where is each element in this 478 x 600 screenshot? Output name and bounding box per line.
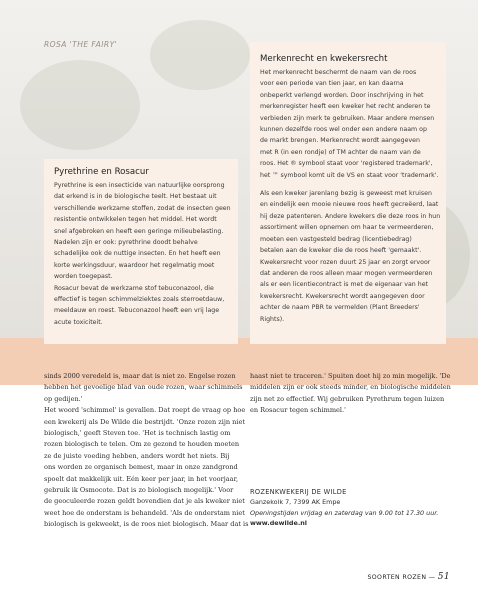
text-line: dat erkend is in de biologische teelt. Het bestaat uit bbox=[54, 193, 217, 201]
text-line: Nadelen zijn er ook: pyrethrine doodt behalve bbox=[54, 239, 198, 247]
text-line: kunnen dezelfde roos wel onder een andere naam op bbox=[260, 126, 427, 134]
text-line: meeldauw en roest. Tebuconazool heeft een vrij lage bbox=[54, 307, 220, 315]
text-line: gebruik ik Osmocote. Dat is zo biologisch mogelijk.' Voor bbox=[44, 486, 234, 495]
company-name: ROZENKWEKERIJ DE WILDE bbox=[250, 488, 347, 496]
text-line: Pyrethrine is een insecticide van natuurlijke oorsprong bbox=[54, 182, 225, 189]
text-line: spoelt dat makkelijk uit. Eén keer per jaar, in het voorjaar, bbox=[44, 474, 239, 483]
text-line: korte werkingsduur, waardoor het regelmatig moet bbox=[54, 261, 215, 269]
page-footer bbox=[367, 572, 450, 582]
text-line: sinds 2000 veredeld is, maar dat is niet zo. Engelse rozen bbox=[44, 372, 236, 380]
text-line: assortiment willen opnemen om haar te vermeerderen, bbox=[260, 224, 434, 232]
text-line: ons worden ze organisch bemest, maar in onze zandgrond bbox=[44, 463, 238, 472]
text-line: hebben het gevoelige blad van oude rozen, waar schimmels bbox=[44, 383, 243, 392]
website-link[interactable]: www.dewilde.nl bbox=[250, 519, 308, 528]
text-line: de geoculeerde rozen geldt bovendien dat je als kweker niet bbox=[44, 497, 245, 506]
text-line: haast niet te traceren.' Spuiten doet hij zo min mogelijk. 'De bbox=[250, 372, 451, 380]
box-paragraph bbox=[260, 67, 439, 181]
article-column-left bbox=[44, 371, 249, 531]
text-line: Het woord 'schimmel' is gevallen. Dat roept de vraag op hoe bbox=[44, 406, 246, 415]
text-line: verschillende werkzame stoffen, zodat de insecten geen bbox=[54, 204, 231, 212]
photo-caption: ROSA 'THE FAIRY' bbox=[44, 40, 118, 49]
article-column-right bbox=[250, 371, 450, 417]
sidebar-box-pyrethrine bbox=[44, 159, 238, 344]
contact-block bbox=[250, 487, 450, 529]
box-text bbox=[54, 180, 231, 328]
text-line: en Rosacur tegen schimmel.' bbox=[250, 406, 346, 415]
text-line: onbeperkt verlengd worden. Door inschrijving in het bbox=[260, 91, 424, 99]
section-name: SOORTEN ROZEN — bbox=[367, 574, 436, 581]
text-line: merkenregister heeft een kweker het recht anderen te bbox=[260, 103, 431, 111]
box-title: Merkenrecht en kwekersrecht bbox=[260, 54, 388, 64]
text-line: biologisch,' geeft Steven toe. 'Het is technisch lastig om bbox=[44, 429, 231, 438]
text-line: roos. Het ® symbool staat voor 'registered trademark', bbox=[260, 160, 433, 168]
text-line: kwekersrecht. Kwekersrecht wordt aangegeven door bbox=[260, 292, 425, 300]
text-line: Rosacur bevat de werkzame stof tebuconazool, die bbox=[54, 284, 214, 292]
text-line: ze de juiste voeding hebben, anders wordt het niets. Bij bbox=[44, 451, 230, 460]
text-line: als er een licentiecontract is met de eigenaar van het bbox=[260, 281, 428, 289]
text-line: een kwekerij als De Wilde die bestrijdt. 'Onze rozen zijn niet bbox=[44, 417, 245, 426]
text-line: dat anderen de roos alleen maar mogen vermeerderen bbox=[260, 269, 433, 277]
text-line: Rights). bbox=[260, 315, 285, 323]
text-line: op gedijen.' bbox=[44, 394, 83, 403]
text-line: middelen zijn er ook steeds minder, en biologische middelen bbox=[250, 383, 451, 392]
text-line: Als een kweker jarenlang bezig is geweest met kruisen bbox=[260, 190, 432, 198]
text-line: voor een periode van tien jaar, en kan daarna bbox=[260, 80, 404, 88]
text-line: met R (in een rondje) of TM achter de naam van de bbox=[260, 148, 421, 156]
address: Ganzekolk 7, 7399 AK Empe bbox=[250, 498, 341, 507]
text-line: biologisch is gekweekt, is de roos niet biologisch. Maar dat is bbox=[44, 520, 249, 529]
opening-hours: Openingstijden vrijdag en zaterdag van 9.00 tot 17.30 uur. bbox=[250, 508, 439, 517]
text-line: betalen aan de kweker die de roos heeft 'gemaakt'. bbox=[260, 247, 422, 255]
text-line: verbieden zijn merk te gebruiken. Maar andere mensen bbox=[260, 114, 435, 122]
text-line: acute toxiciteit. bbox=[54, 318, 103, 326]
box-title: Pyrethrine en Rosacur bbox=[54, 167, 149, 177]
text-line: schadelijke ook de nuttige insecten. En het heeft een bbox=[54, 250, 221, 258]
text-line: snel afgebroken en heeft een geringe milieubelasting. bbox=[54, 227, 224, 235]
sidebar-box-merkenrecht bbox=[250, 42, 446, 344]
text-line: resistentie ontwikkelen tegen het middel. Het wordt bbox=[54, 216, 217, 224]
text-line: zijn net zo effectief. Wij gebruiken Pyrethrum tegen luizen bbox=[250, 394, 445, 403]
text-line: en eindelijk een mooie nieuwe roos heeft gecreëerd, laat bbox=[260, 201, 439, 209]
text-line: achter de naam PBR te vermelden (Plant Breeders' bbox=[260, 304, 420, 312]
text-line: Het merkenrecht beschermt de naam van de roos bbox=[260, 69, 417, 76]
text-line: weet hoe de onderstam is behandeld. 'Als de onderstam niet bbox=[44, 508, 245, 517]
text-line: het ™ symbool komt uit de VS en staat voor 'trademark'. bbox=[260, 171, 439, 179]
text-line: worden toegepast. bbox=[54, 273, 113, 281]
text-line: effectief is tegen schimmelziektes zoals sterroetdauw, bbox=[54, 296, 225, 304]
page-number: 51 bbox=[437, 572, 450, 582]
text-line: hij deze patenteren. Andere kwekers die deze roos in hun bbox=[260, 212, 441, 220]
text-line: Kwekersrecht voor rozen duurt 25 jaar en zorgt ervoor bbox=[260, 258, 431, 266]
box-paragraph bbox=[260, 188, 441, 325]
text-line: rozen biologisch te telen. Om ze gezond te houden moeten bbox=[44, 440, 240, 449]
text-line: moeten een vastgesteld bedrag (licentiebedrag) bbox=[260, 235, 412, 243]
text-line: de markt brengen. Merkenrecht wordt aangegeven bbox=[260, 137, 420, 145]
